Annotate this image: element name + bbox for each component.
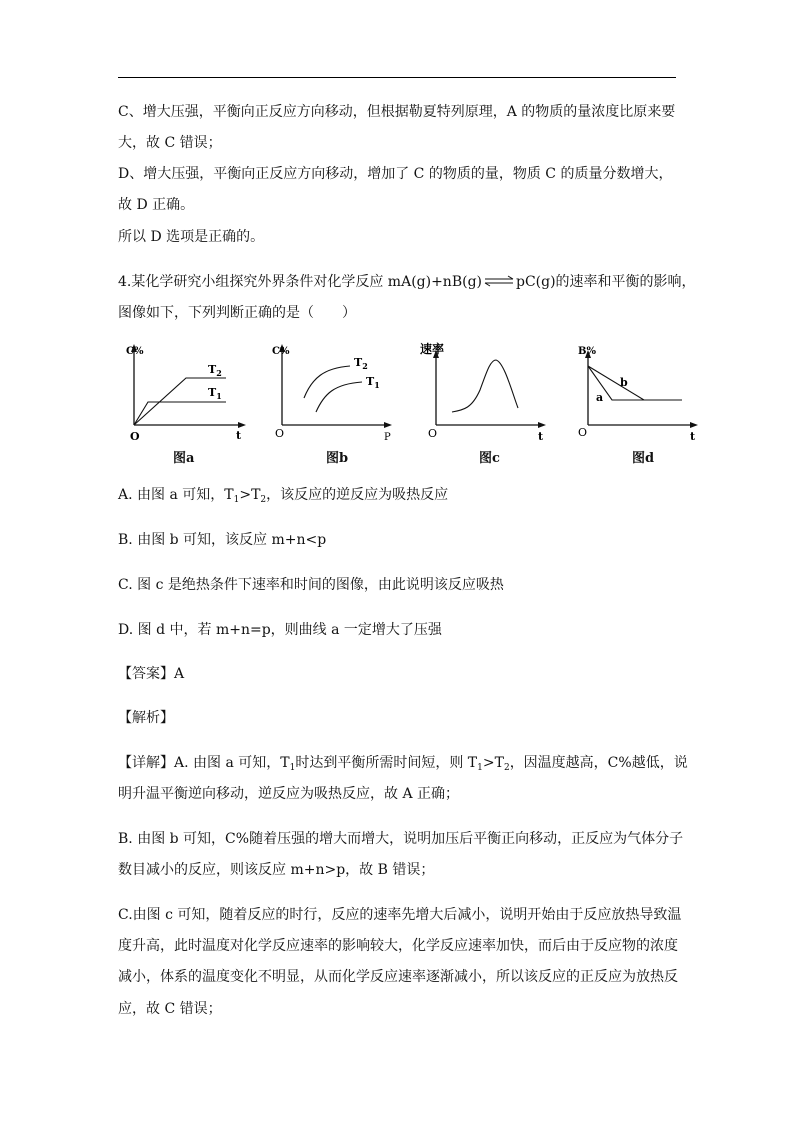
figure-c-origin: O: [428, 427, 438, 440]
figure-a-ylabel: C%: [126, 346, 144, 357]
figure-c-xlabel: t: [538, 430, 544, 443]
figure-a-curve-t1: $T_1$: [208, 386, 222, 401]
analysis-a-line2: 明升温平衡逆向移动，逆反应为吸热反应，故 A 正确；: [118, 786, 460, 802]
figure-a-caption: 图a: [173, 451, 195, 466]
prev-conclusion: 所以 D 选项是正确的。: [118, 229, 265, 245]
prev-option-c-line2: 大，故 C 错误；: [118, 135, 222, 151]
question-stem-b: pC(g)的速率和平衡的影响，: [516, 274, 696, 290]
prev-option-d-line2: 故 D 正确。: [118, 197, 195, 213]
analysis-b-line2: 数目减小的反应，则该反应 m+n>p，故 B 错误；: [118, 862, 435, 878]
analysis-heading: 【解析】: [118, 710, 174, 726]
prev-option-c-line1: C、增大压强，平衡向正反应方向移动，但根据勒夏特列原理，A 的物质的量浓度比原来要: [118, 104, 676, 120]
figure-b-curve-t2: $T_2$: [354, 356, 368, 371]
figure-d-curve-b: b: [620, 376, 628, 389]
option-c: C. 图 c 是绝热条件下速率和时间的图像，由此说明该反应吸热: [118, 577, 504, 593]
option-a: A. 由图 a 可知，$T_1>T_2$，该反应的逆反应为吸热反应: [118, 487, 449, 505]
figure-d-xlabel: t: [690, 430, 696, 443]
figure-b-xlabel: P: [384, 432, 391, 443]
answer: 【答案】A: [118, 666, 185, 682]
figure-d-caption: 图d: [632, 451, 655, 466]
figure-a: [122, 340, 252, 444]
analysis-b-line1: B. 由图 b 可知，C%随着压强的增大而增大，说明加压后平衡正向移动，正反应为气体分子: [118, 831, 684, 847]
figure-d-curve-a: a: [596, 391, 604, 404]
question-stem-a: 4.某化学研究小组探究外界条件对化学反应 mA(g)+nB(g): [118, 274, 482, 290]
figure-b-origin: O: [275, 427, 285, 440]
analysis-c-line3: 减小，体系的温度变化不明显，从而化学反应速率逐渐减小，所以该反应的正反应为放热反: [118, 969, 678, 985]
question-stem-line1: [118, 272, 696, 292]
figure-b-curve-t1: $T_1$: [366, 375, 380, 390]
figure-c-ylabel: 速率: [420, 342, 445, 356]
figure-b: [270, 340, 400, 444]
figure-c-caption: 图c: [479, 451, 500, 466]
analysis-c-line2: 度升高，此时温度对化学反应速率的影响较大，化学反应速率加快，而后由于反应物的浓度: [118, 938, 678, 954]
header-rule: [118, 77, 676, 78]
figure-b-ylabel: C%: [272, 346, 290, 357]
equilibrium-arrow-icon: [484, 272, 514, 292]
figure-c: [420, 340, 554, 444]
figure-a-curve-t2: $T_2$: [208, 363, 222, 378]
option-d: D. 图 d 中，若 m+n=p，则曲线 a 一定增大了压强: [118, 622, 442, 638]
figure-d: [576, 340, 706, 444]
analysis-c-line4: 应，故 C 错误；: [118, 1001, 222, 1017]
figure-d-origin: O: [578, 426, 588, 439]
figure-b-caption: 图b: [326, 451, 349, 466]
figure-a-origin: O: [130, 430, 140, 443]
analysis-a-line1: 【详解】A. 由图 a 可知，$T_1$时达到平衡所需时间短，则 $T_1>T_2$，因温度越高，C%越低，说: [118, 755, 688, 773]
question-stem-line2: 图像如下，下列判断正确的是（ ）: [118, 305, 356, 321]
analysis-c-line1: C.由图 c 可知，随着反应的时行，反应的速率先增大后减小，说明开始由于反应放热导致温: [118, 907, 682, 923]
figure-d-ylabel: B%: [578, 346, 596, 357]
prev-option-d-line1: D、增大压强，平衡向正反应方向移动，增加了 C 的物质的量，物质 C 的质量分数增大，: [118, 166, 673, 182]
option-b: B. 由图 b 可知，该反应 m+n<p: [118, 532, 327, 548]
figure-a-xlabel: t: [236, 429, 242, 442]
